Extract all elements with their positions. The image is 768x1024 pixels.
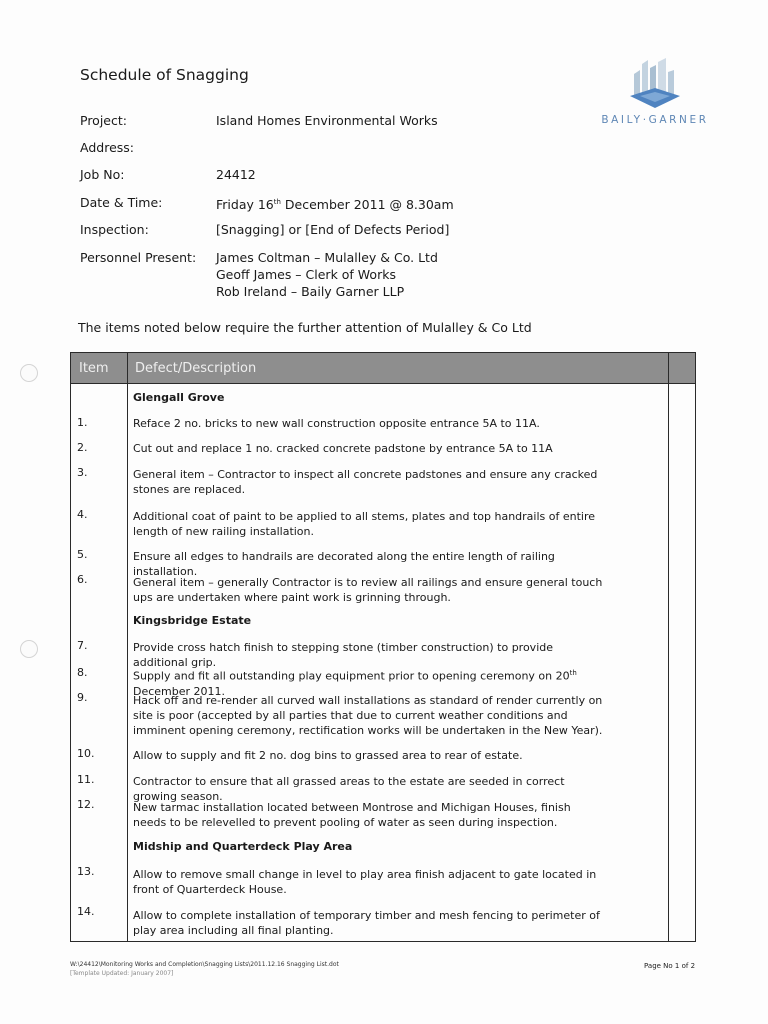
item-description: Provide cross hatch finish to stepping stone (timber construction) to provide additional grip.: [133, 641, 553, 669]
inspection-label: Inspection:: [80, 222, 149, 237]
item-text: Supply and fit all outstanding play equipment prior to opening ceremony on 20: [133, 669, 570, 683]
personnel-item: Rob Ireland – Baily Garner LLP: [216, 284, 405, 299]
footer-file-path: W:\24412\Monitoring Works and Completion\Snagging Lists\2011.12.16 Snagging List.dot: [70, 961, 339, 968]
personnel-item: James Coltman – Mulalley & Co. Ltd: [216, 250, 438, 265]
item-number: 3.: [77, 466, 88, 479]
document-title: Schedule of Snagging: [80, 66, 249, 84]
section-heading: Kingsbridge Estate: [133, 614, 252, 627]
item-number: 12.: [77, 798, 95, 811]
item-number: 7.: [77, 639, 88, 652]
project-value: Island Homes Environmental Works: [216, 113, 438, 128]
date-time-label: Date & Time:: [80, 195, 163, 210]
personnel-list: [216, 249, 438, 300]
punch-hole: [20, 640, 38, 658]
snagging-table: [70, 352, 696, 942]
item-description: New tarmac installation located between Montrose and Michigan Houses, finish needs to be relevelled to prevent pooling of water as seen during inspection.: [133, 801, 571, 829]
job-no-value: 24412: [216, 167, 256, 182]
item-description: Allow to supply and fit 2 no. dog bins to grassed area to rear of estate.: [133, 749, 523, 762]
personnel-item: Geoff James – Clerk of Works: [216, 267, 396, 282]
item-text-rest: December 2011.: [133, 684, 226, 698]
item-number: 9.: [77, 691, 88, 704]
item-number: 8.: [77, 666, 88, 679]
item-description: Contractor to ensure that all grassed areas to the estate are seeded in correct growing season.: [133, 775, 565, 803]
date-rest: December 2011 @ 8.30am: [280, 197, 454, 213]
footer-template-note: [Template Updated: January 2007]: [70, 970, 174, 977]
item-description: Allow to remove small change in level to play area finish adjacent to gate located in front of Quarterdeck House.: [133, 868, 597, 896]
item-description: Additional coat of paint to be applied to all stems, plates and top handrails of entire length of new railing installation.: [133, 510, 596, 538]
personnel-label: Personnel Present:: [80, 250, 197, 265]
job-no-label: Job No:: [80, 167, 125, 182]
item-number: 14.: [77, 905, 95, 918]
item-number: 4.: [77, 508, 88, 521]
date-suffix: th: [273, 198, 281, 206]
column-divider: [668, 353, 669, 941]
item-number: 13.: [77, 865, 95, 878]
company-logo: [590, 58, 720, 130]
logo-wordmark: BAILY·GARNER: [601, 114, 709, 126]
item-description: Hack off and re-render all curved wall installations as standard of render currently on site is poor (accepted by all parties that due to current weather conditions and imminent opening ceremony, rectification works will be undertaken in the New Year).: [133, 694, 603, 737]
item-description: Reface 2 no. bricks to new wall construction opposite entrance 5A to 11A.: [133, 417, 540, 430]
address-label: Address:: [80, 140, 134, 155]
date-time-value: [216, 194, 454, 213]
page-number: Page No 1 of 2: [644, 962, 696, 970]
section-heading: Midship and Quarterdeck Play Area: [133, 840, 353, 853]
item-description: General item – generally Contractor is to review all railings and ensure general touch ups are undertaken where paint work is grinning through.: [133, 576, 603, 604]
item-description: Ensure all edges to handrails are decorated along the entire length of railing installation.: [133, 550, 555, 578]
project-label: Project:: [80, 113, 127, 128]
column-divider: [127, 353, 128, 941]
item-description: Cut out and replace 1 no. cracked concrete padstone by entrance 5A to 11A: [133, 442, 553, 455]
item-number: 1.: [77, 416, 88, 429]
item-description: Allow to complete installation of temporary timber and mesh fencing to perimeter of play area including all final planting.: [133, 909, 600, 937]
item-number: 5.: [77, 548, 88, 561]
item-number: 6.: [77, 573, 88, 586]
header-description: Defect/Description: [135, 361, 257, 376]
header-item: Item: [79, 361, 109, 376]
item-number: 2.: [77, 441, 88, 454]
item-description: General item – Contractor to inspect all concrete padstones and ensure any cracked stones are replaced.: [133, 468, 598, 496]
item-number: 11.: [77, 773, 95, 786]
section-heading: Glengall Grove: [133, 391, 225, 404]
date-part: Friday 16: [216, 197, 274, 213]
inspection-value: [Snagging] or [End of Defects Period]: [216, 222, 450, 237]
building-logo-icon: [626, 58, 684, 110]
item-number: 10.: [77, 747, 95, 760]
date-suffix: th: [569, 669, 577, 677]
punch-hole: [20, 364, 38, 382]
intro-text: The items noted below require the further attention of Mulalley & Co Ltd: [78, 320, 532, 335]
